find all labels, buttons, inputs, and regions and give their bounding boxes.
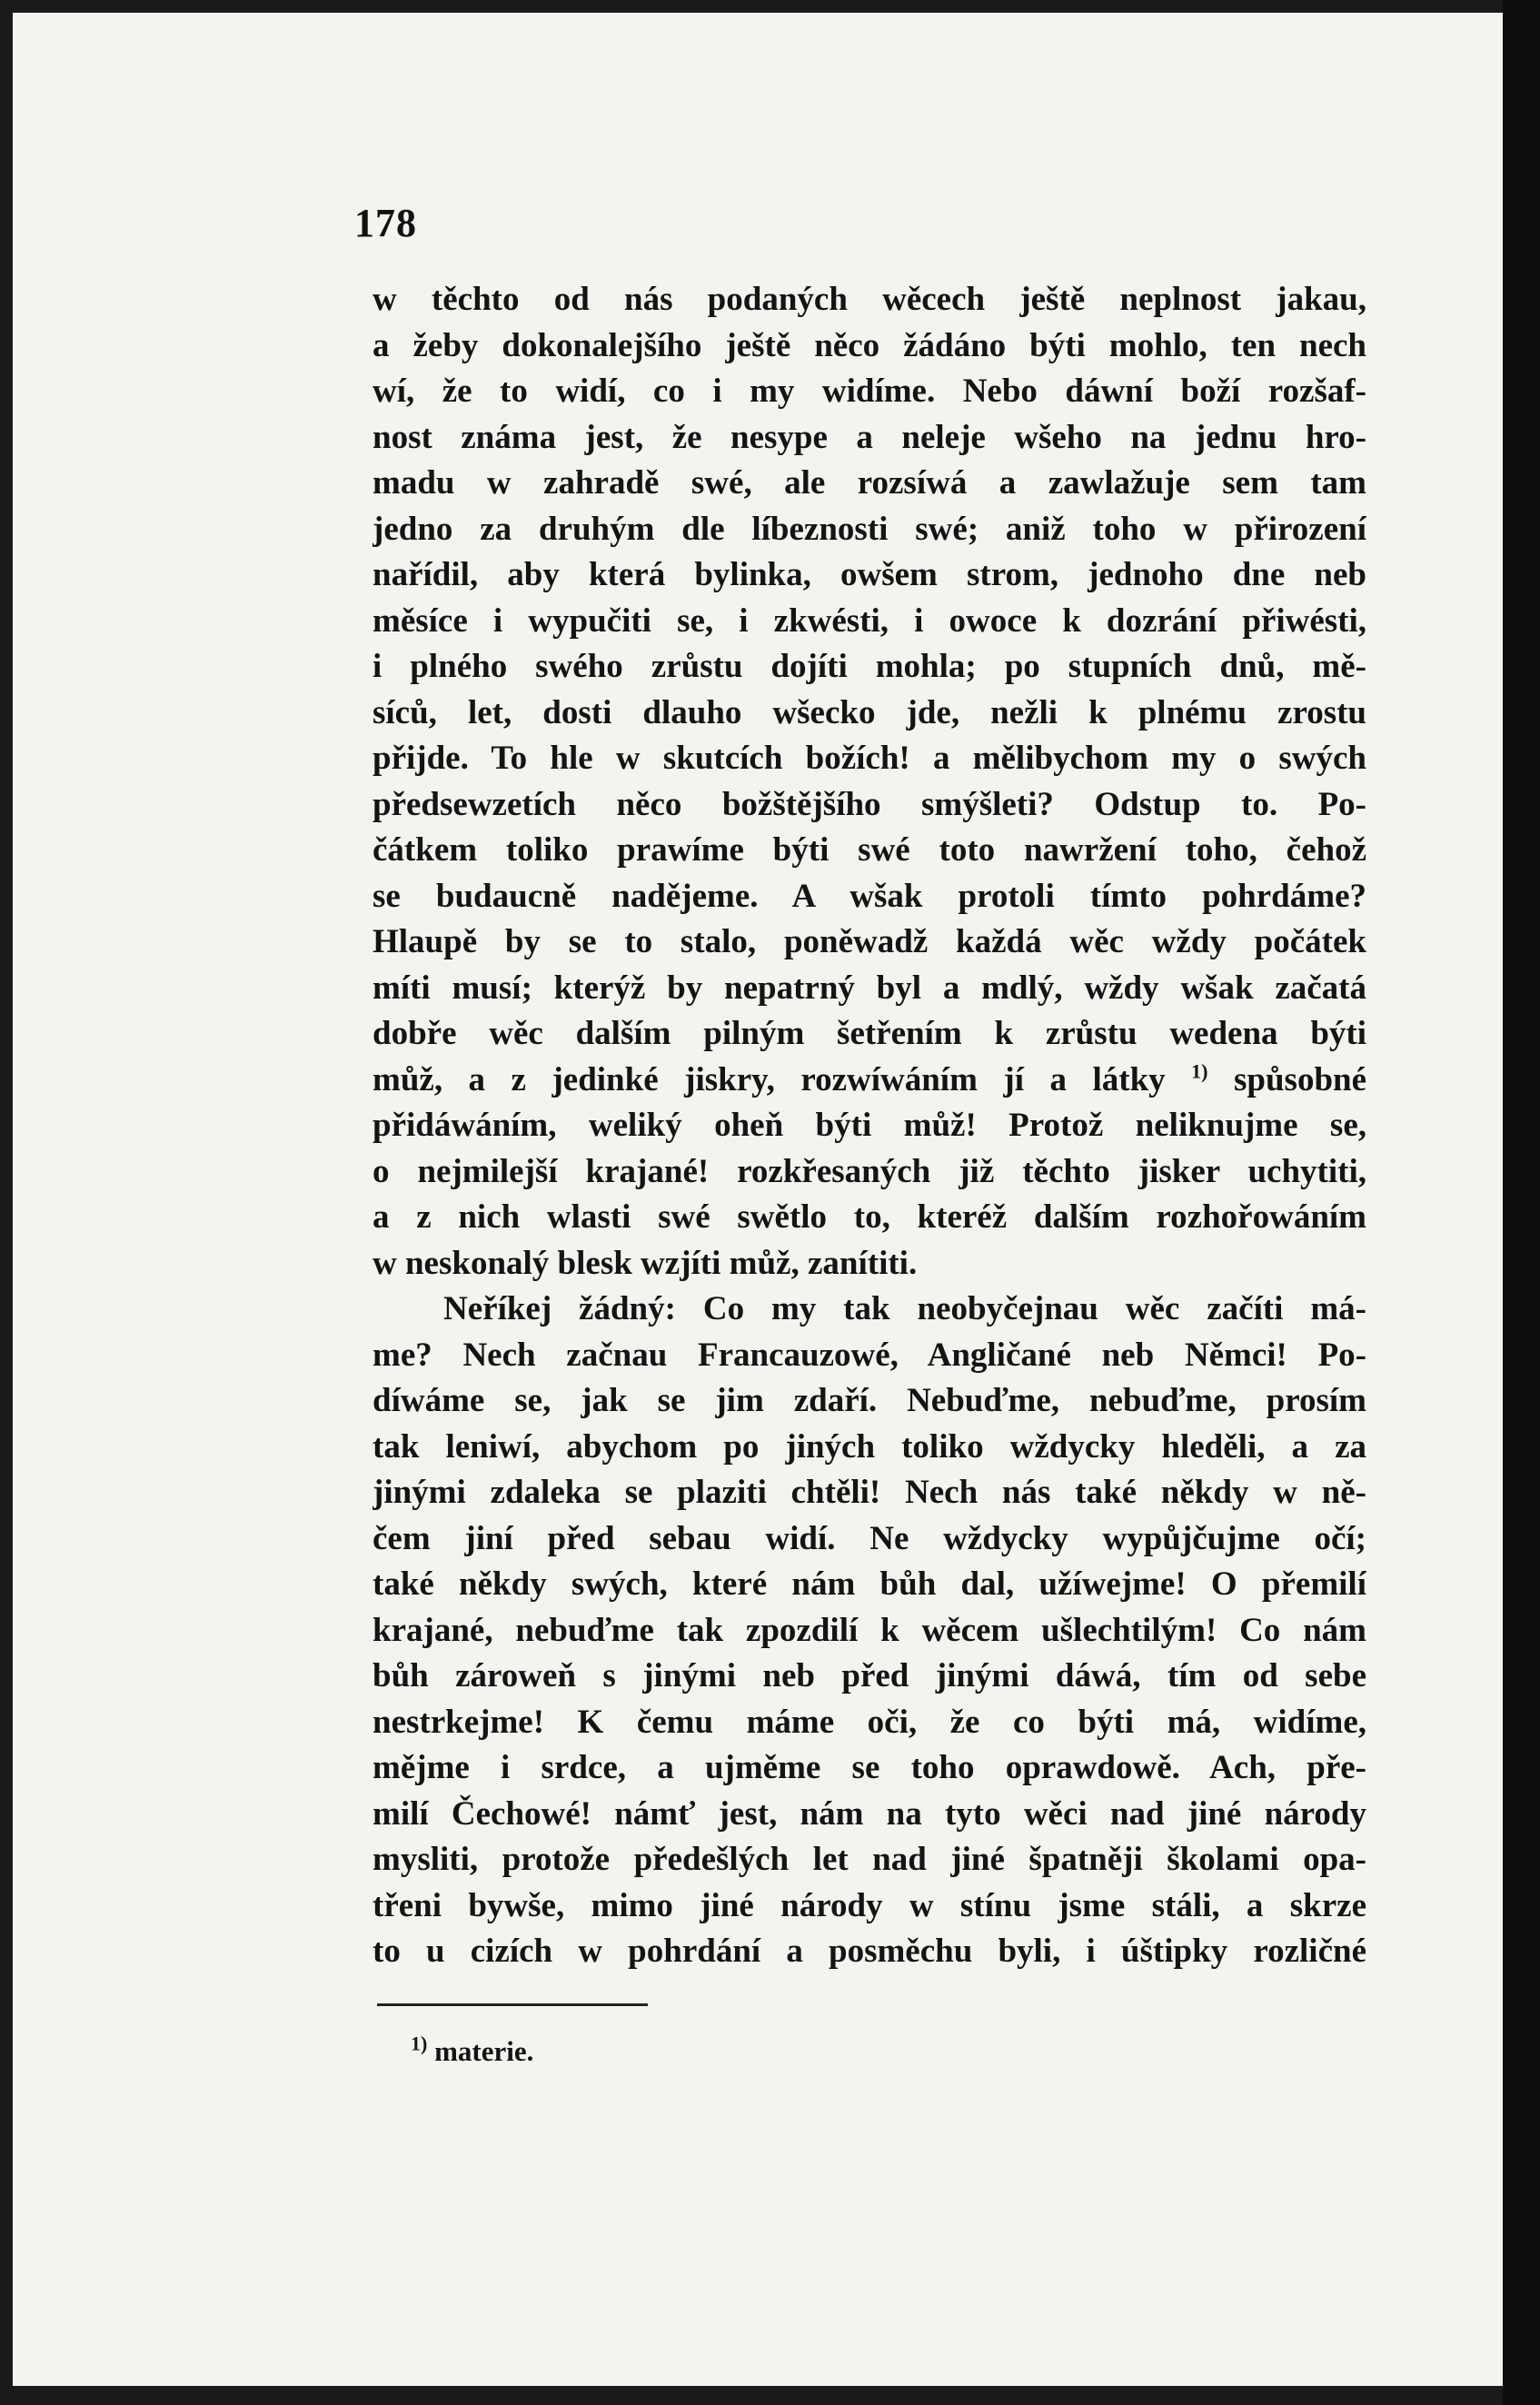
- text-line: se budaucně naděјeme. A wšak protoli tímto pohrdáme?: [373, 877, 1366, 915]
- footnote: [411, 2032, 534, 2068]
- text-line: měsíce i wypučiti se, i zkwésti, i owoce k dozrání přiwésti,: [373, 601, 1366, 640]
- text-line: a žeby dokonalejšího ještě něco žádáno býti mohlo, ten nech: [373, 326, 1366, 364]
- text-line: míti musí; kterýž by nepatrný byl a mdlý, wždy wšak začatá: [373, 969, 1366, 1007]
- text-segment: spůsobné: [1233, 1060, 1366, 1098]
- text-line: přijde. To hle w skutcích božích! a mělibychom my o swých: [373, 740, 1366, 777]
- text-line: také někdy swých, které nám bůh dal, užíwejme! O přemilí: [373, 1565, 1366, 1603]
- body-text: [373, 277, 1366, 1975]
- text-line: w těchto od nás podaných wěcech ještě neplnost jakau,: [373, 281, 1366, 318]
- text-line: nařídil, aby která bylinka, owšem strom, jednoho dne neb: [373, 556, 1366, 593]
- text-line-with-footnote-ref: [373, 1058, 1366, 1104]
- text-line: krajané, nebuďme tak zpozdilí k wěcem ušlechtilým! Co nám: [373, 1611, 1366, 1649]
- text-line: w neskonalý blesk wzjíti můž, zanítiti.: [373, 1244, 918, 1282]
- text-line: milí Čechowé! námť jest, nám na tyto wěci nad jiné národy: [373, 1794, 1366, 1833]
- footnote-marker: 1): [411, 2032, 428, 2055]
- text-line: me? Nech začnau Francauzowé, Angličané neb Němci! Po-: [373, 1336, 1366, 1374]
- page-number: 178: [354, 201, 417, 245]
- book-spine-shadow: [1503, 0, 1540, 2405]
- text-line: mějme i srdce, a ujměme se toho oprawdowě. Ach, pře-: [373, 1749, 1366, 1786]
- text-line: bůh zároweň s jinými neb před jinými dáwá, tím od sebe: [373, 1657, 1366, 1694]
- text-segment: můž, a z jedinké jiskry, rozwíwáním jí a látky: [373, 1060, 1166, 1098]
- text-line: dobře wěc dalším pilným šetřením k zrůstu wedena býti: [373, 1015, 1366, 1052]
- text-line: a z nich wlasti swé swětlo to, kteréž dalším rozhořowáním: [373, 1198, 1366, 1236]
- text-line: předsewzetích něco božštějšího smýšleti? Odstup to. Po-: [373, 785, 1366, 823]
- text-line: síců, let, dosti dlauho wšecko jde, nežli k plnému zrostu: [373, 693, 1366, 731]
- text-line: to u cizích w pohrdání a posměchu byli, i úštipky rozličné: [373, 1933, 1366, 1970]
- text-line: Neříkej žádný: Co my tak neobyčejnau wěc začíti má-: [443, 1290, 1366, 1327]
- text-line: Hlaupě by se to stalo, poněwadž každá wěc wždy počátek: [373, 923, 1366, 960]
- text-line: nestrkejme! K čemu máme oči, že co býti má, widíme,: [373, 1703, 1366, 1741]
- text-line: nost známa jest, že nesype a neleje wšeho na jednu hro-: [373, 418, 1366, 456]
- footnote-divider: [377, 2003, 648, 2006]
- text-line: jinými zdaleka se plaziti chtěli! Nech nás také někdy w ně-: [373, 1474, 1366, 1511]
- text-line: tak leniwí, abychom po jiných toliko wždycky hleděli, a za: [373, 1427, 1366, 1466]
- footnote-reference: 1): [1191, 1059, 1208, 1083]
- text-line: čátkem toliko prawíme býti swé toto nawržení toho, čehož: [373, 831, 1366, 869]
- text-line: čem jiní před sebau widí. Ne wždycky wypůjčujme očí;: [373, 1519, 1366, 1557]
- text-line: i plného swého zrůstu dojíti mohla; po stupních dnů, mě-: [373, 648, 1366, 685]
- text-line: jedno za druhým dle líbeznosti swé; aniž toho w přirození: [373, 510, 1366, 548]
- text-line: mysliti, protože předešlých let nad jiné špatněji školami opa-: [373, 1841, 1366, 1878]
- text-line: díwáme se, jak se jim zdaří. Nebuďme, nebuďme, prosím: [373, 1382, 1366, 1419]
- text-line: o nejmilejší krajané! rozkřesaných již těchto jisker uchytiti,: [373, 1152, 1366, 1190]
- text-line: wí, že to widí, co i my widíme. Nebo dáwní boží rozšaf-: [373, 373, 1366, 410]
- text-line: madu w zahradě swé, ale rozsíwá a zawlažuje sem tam: [373, 464, 1366, 502]
- text-line: přidáwáním, weliký oheň býti můž! Protož neliknujme se,: [373, 1107, 1366, 1144]
- footnote-text: materie.: [434, 2035, 534, 2067]
- text-line: třeni bywše, mimo jiné národy w stínu jsme stáli, a skrze: [373, 1886, 1366, 1924]
